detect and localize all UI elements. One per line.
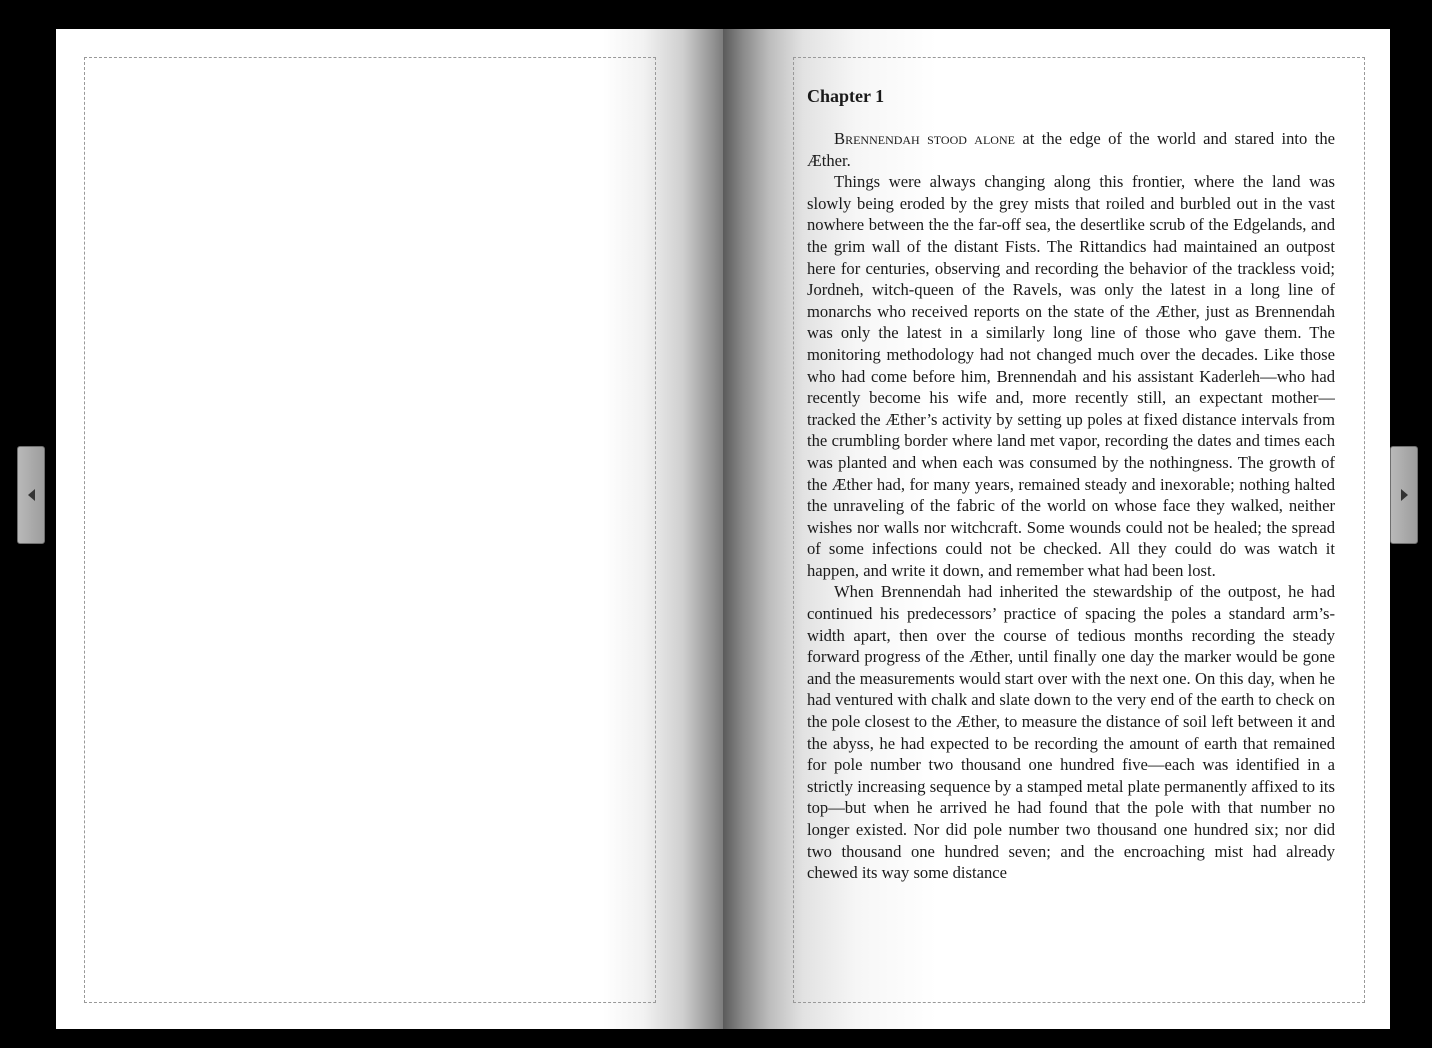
- previous-page-button[interactable]: [17, 446, 45, 544]
- right-page: [723, 29, 1390, 1029]
- page-text: [807, 85, 1335, 1005]
- chapter-title: Chapter 1: [807, 86, 885, 106]
- triangle-left-icon: [28, 489, 35, 501]
- paragraph-2: Things were always changing along this frontier, where the land was slowly being eroded by the grey mists that roiled and burbled out in the vast nowhere between the the far-off sea, the desertlike scrub of the Edgelands, and the grim wall of the distant Fists. The Rittandics had maintained an outpost here for centuries, observing and recording the behavior of the trackless void; Jordneh, witch-queen of the Ravels, was only the latest in a long line of monarchs who received reports on the state of the Æther, just as Brennendah was only the latest in a similarly long line of those who gave them. The monitoring methodology had not changed much over the decades. Like those who had come before him, Brennendah and his assistant Kaderleh—who had recently become his wife and, more recently still, an expectant mother—tracked the Æther’s activity by setting up poles at fixed distance intervals from the crumbling border where land met vapor, recording the dates and times each was planted and when each was consumed by the nothingness. The growth of the Æther had, for many years, remained steady and inexorable; nothing halted the unraveling of the fabric of the world on whose face they walked, neither wishes nor walls nor witchcraft. Some wounds could not be healed; the spread of some infections could not be checked. All they could do was watch it happen, and write it down, and remember what had been lost.: [807, 172, 1335, 580]
- paragraph-text: at the edge of the world and stared into the Æther.: [807, 129, 1335, 170]
- paragraph-3: When Brennendah had inherited the stewardship of the outpost, he had continued his predecessors’ practice of spacing the poles a standard arm’s-width apart, then over the course of tedious months recording the steady forward progress of the Æther, until finally one day the marker would be gone and the measurements would start over with the next one. On this day, when he had ventured with chalk and slate down to the very end of the earth to check on the pole closest to the Æther, to measure the distance of soil left between it and the abyss, he had expected to be recording the amount of earth that remained for pole number two thousand one hundred five—each was identified in a strictly increasing sequence by a stamped metal plate permanently affixed to its top—but when he arrived he had found that the pole with that number no longer existed. Nor did pole number two thousand one hundred six; nor did two thousand one hundred seven; and the encroaching mist had already chewed its way some distance: [807, 582, 1335, 883]
- paragraph-lead: Brennendah stood alone: [834, 129, 1015, 148]
- next-page-button[interactable]: [1390, 446, 1418, 544]
- paragraph-1: [807, 128, 1335, 171]
- triangle-right-icon: [1401, 489, 1408, 501]
- book-spread: [56, 29, 1390, 1029]
- left-page-frame: [84, 57, 656, 1003]
- left-page: [56, 29, 723, 1029]
